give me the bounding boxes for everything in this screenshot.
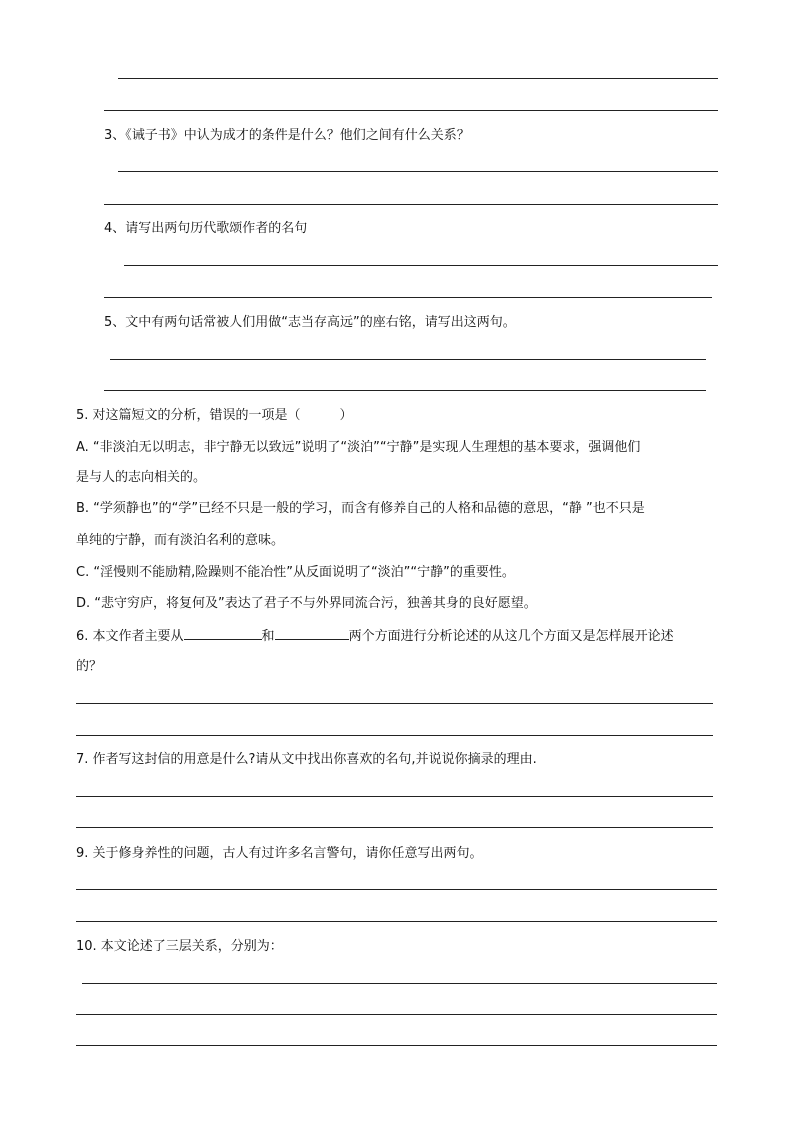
answer-line (76, 889, 717, 890)
fill-blank-2[interactable] (275, 627, 349, 640)
question-6-line2: 的？ (76, 659, 103, 674)
answer-line (124, 265, 718, 266)
answer-line (118, 78, 718, 79)
option-a-line1: A. “非淡泊无以明志，非宁静无以致远”说明了“淡泊”“宁静”是实现人生理想的基本要求，强调他们 (76, 440, 641, 455)
answer-line (104, 297, 712, 298)
question-5-sub: 5、文中有两句话常被人们用做“志当存高远”的座右铭，请写出这两句。 (104, 315, 516, 330)
question-5-stem: 5. 对这篇短文的分析，错误的一项是（ ） (76, 408, 353, 423)
question-6-line1 (76, 627, 674, 645)
answer-line (82, 983, 717, 984)
answer-line (104, 204, 718, 205)
answer-line (76, 703, 713, 704)
answer-line (110, 359, 706, 360)
question-3-sub: 3、《诫子书》中认为成才的条件是什么？他们之间有什么关系？ (104, 128, 470, 143)
question-10: 10. 本文论述了三层关系，分别为： (76, 939, 283, 954)
answer-line (104, 390, 706, 391)
option-b-line1: B. “学须静也”的“学”已经不只是一般的学习，而含有修养自己的人格和品德的意思，“静 ”也不只是 (76, 501, 645, 516)
question-6-part2: 和 (261, 629, 275, 644)
answer-line (76, 1014, 717, 1015)
answer-line (76, 796, 713, 797)
option-a-line2: 是与人的志向相关的。 (76, 470, 207, 485)
question-9: 9. 关于修身养性的问题，古人有过许多名言警句，请你任意写出两句。 (76, 846, 483, 861)
option-c: C. “淫慢则不能励精,险躁则不能冶性”从反面说明了“淡泊”“宁静”的重要性。 (76, 565, 515, 580)
question-7: 7. 作者写这封信的用意是什么?请从文中找出你喜欢的名句,并说说你摘录的理由. (76, 752, 537, 767)
answer-line (104, 110, 718, 111)
answer-line (76, 921, 717, 922)
answer-line (76, 827, 713, 828)
fill-blank-1[interactable] (184, 627, 262, 640)
question-6-part1: 6. 本文作者主要从 (76, 629, 184, 644)
answer-line (76, 1045, 717, 1046)
answer-line (118, 171, 718, 172)
option-d: D. “悲守穷庐，将复何及”表达了君子不与外界同流合污，独善其身的良好愿望。 (76, 596, 537, 611)
question-4-sub: 4、请写出两句历代歌颂作者的名句 (104, 221, 308, 236)
question-6-part3: 两个方面进行分析论述的从这几个方面又是怎样展开论述 (348, 629, 674, 644)
option-b-line2: 单纯的宁静，而有淡泊名利的意味。 (76, 533, 285, 548)
answer-line (76, 735, 713, 736)
